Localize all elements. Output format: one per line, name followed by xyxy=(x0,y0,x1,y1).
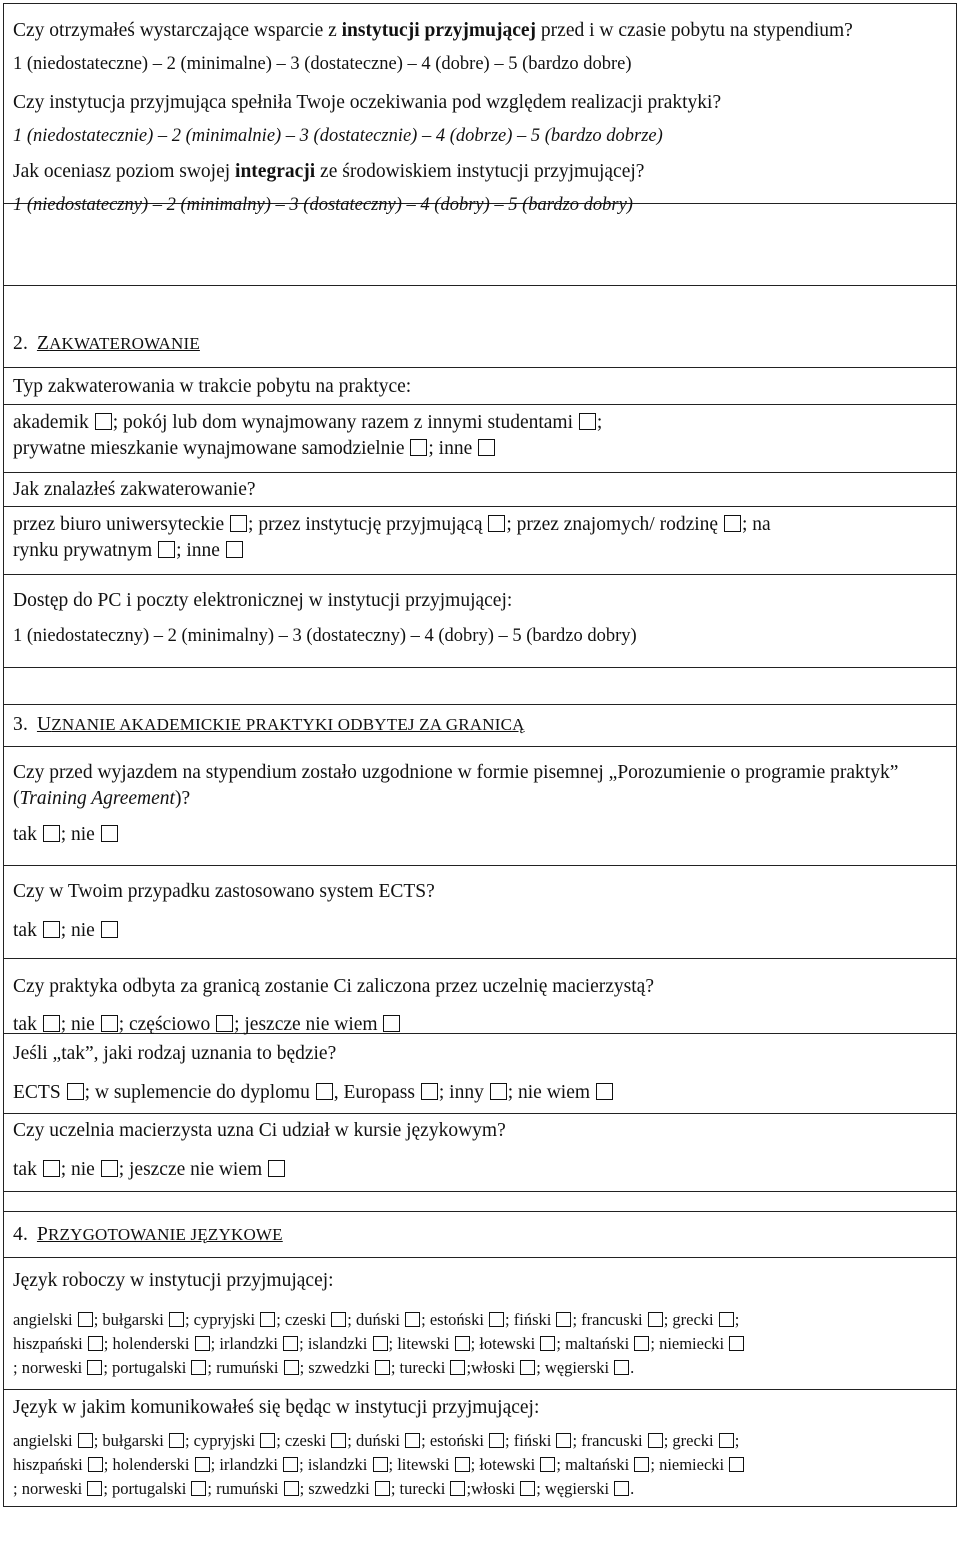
working-language-checkbox[interactable] xyxy=(195,1336,210,1351)
expectations-scale[interactable]: 1 (niedostatecznie) – 2 (minimalnie) – 3 (dostatecznie) – 4 (dobrze) – 5 (bardzo dobrze) xyxy=(13,126,663,146)
questionnaire-page xyxy=(3,3,957,1507)
language-label: ; estoński xyxy=(421,1310,484,1329)
language-label: ; niemiecki xyxy=(650,1455,725,1474)
language-label: . xyxy=(630,1358,635,1377)
language-line xyxy=(13,1356,947,1380)
credit-recognition-question: Czy praktyka odbyta za granicą zostanie Ci zaliczona przez uczelnię macierzystą? xyxy=(13,976,654,997)
language-label: ; łotewski xyxy=(470,1334,536,1353)
language-label: ; francuski xyxy=(572,1431,643,1450)
working-language-checkbox[interactable] xyxy=(719,1312,734,1327)
section-4-title: 4. PRZYGOTOWANIE JĘZYKOWE xyxy=(13,1224,283,1245)
language-label: ; łotewski xyxy=(470,1455,536,1474)
language-label: ; duński xyxy=(347,1431,400,1450)
language-course-question: Czy uczelnia macierzysta uzna Ci udział w kursie językowym? xyxy=(13,1120,506,1141)
section-4-header xyxy=(4,1212,956,1258)
communication-language-row xyxy=(4,1390,956,1506)
communication-language-checkbox[interactable] xyxy=(260,1433,275,1448)
accommodation-type-options: akademik ; pokój lub dom wynajmowany razem z innymi studentami ; prywatne mieszkanie wynajmowane samodzielnie ; inne xyxy=(4,405,956,473)
pc-access-row xyxy=(4,575,956,668)
working-language-checkbox[interactable] xyxy=(489,1312,504,1327)
find-accommodation-question: Jak znalazłeś zakwaterowanie? xyxy=(13,479,256,500)
recognition-type-row: Jeśli „tak”, jaki rodzaj uznania to będzie? ECTS ; w suplemencie do dyplomu , Europass ; inny ; nie wiem xyxy=(4,1034,956,1114)
communication-language-checkbox[interactable] xyxy=(169,1433,184,1448)
working-language-checkbox[interactable] xyxy=(373,1336,388,1351)
language-label: ; duński xyxy=(347,1310,400,1329)
language-label: ; islandzki xyxy=(299,1455,368,1474)
agreement-no-checkbox[interactable] xyxy=(101,825,118,842)
communication-language-checkbox[interactable] xyxy=(331,1433,346,1448)
communication-language-checkbox[interactable] xyxy=(520,1481,535,1496)
credit-no-checkbox[interactable] xyxy=(101,1015,118,1032)
working-language-checkbox[interactable] xyxy=(375,1360,390,1375)
language-label: angielski xyxy=(13,1431,73,1450)
language-label: ; szwedzki xyxy=(299,1358,370,1377)
accommodation-type-question-row xyxy=(4,368,956,405)
working-language-checkbox[interactable] xyxy=(260,1312,275,1327)
spacer-row xyxy=(4,1192,956,1212)
communication-language-checkbox[interactable] xyxy=(78,1433,93,1448)
course-yes-checkbox[interactable] xyxy=(43,1160,60,1177)
working-language-checkbox[interactable] xyxy=(634,1336,649,1351)
working-language-checkbox[interactable] xyxy=(88,1336,103,1351)
friends-family-checkbox[interactable] xyxy=(724,515,741,532)
language-label: ; litewski xyxy=(388,1334,450,1353)
communication-language-checkbox[interactable] xyxy=(719,1433,734,1448)
dorm-checkbox[interactable] xyxy=(95,413,112,430)
accommodation-type-question: Typ zakwaterowania w trakcie pobytu na praktyce: xyxy=(13,376,412,397)
ects-row: Czy w Twoim przypadku zastosowano system ECTS? tak ; nie xyxy=(4,866,956,959)
communication-language-checkbox[interactable] xyxy=(195,1457,210,1472)
spacer-row xyxy=(4,668,956,705)
communication-language-checkbox[interactable] xyxy=(283,1457,298,1472)
working-language-checkbox[interactable] xyxy=(169,1312,184,1327)
ects-yes-checkbox[interactable] xyxy=(43,921,60,938)
communication-language-question: Język w jakim komunikowałeś się będąc w instytucji przyjmującej: xyxy=(13,1397,540,1418)
recognition-supplement-checkbox[interactable] xyxy=(316,1083,333,1100)
credit-partial-checkbox[interactable] xyxy=(216,1015,233,1032)
language-label: ; szwedzki xyxy=(299,1479,370,1498)
private-rental-checkbox[interactable] xyxy=(410,439,427,456)
training-agreement-question: Czy przed wyjazdem na stypendium zostało uzgodnione w formie pisemnej „Porozumienie o programie praktyk” (Training Agreement)? xyxy=(13,762,899,809)
language-label: ; holenderski xyxy=(103,1334,190,1353)
pc-access-question: Dostęp do PC i poczty elektronicznej w instytucji przyjmującej: xyxy=(13,590,513,611)
language-label: ; holenderski xyxy=(103,1455,190,1474)
working-language-checkbox[interactable] xyxy=(405,1312,420,1327)
communication-language-checkbox[interactable] xyxy=(556,1433,571,1448)
language-label: ; francuski xyxy=(572,1310,643,1329)
language-label: ; grecki xyxy=(663,1431,714,1450)
working-language-question: Język roboczy w instytucji przyjmującej: xyxy=(13,1270,334,1291)
language-label: ; norweski xyxy=(13,1479,83,1498)
pc-access-scale[interactable]: 1 (niedostateczny) – 2 (minimalny) – 3 (dostateczny) – 4 (dobry) – 5 (bardzo dobry) xyxy=(13,626,637,646)
working-language-checkbox[interactable] xyxy=(614,1360,629,1375)
credit-recognition-row: Czy praktyka odbyta za granicą zostanie Ci zaliczona przez uczelnię macierzystą? tak ; nie ; częściowo ; jeszcze nie wiem xyxy=(4,959,956,1034)
training-agreement-row: Czy przed wyjazdem na stypendium zostało uzgodnione w formie pisemnej „Porozumienie o programie praktyk” (Training Agreement)? tak ; nie xyxy=(4,747,956,866)
private-market-checkbox[interactable] xyxy=(158,541,175,558)
language-label: ; islandzki xyxy=(299,1334,368,1353)
language-line xyxy=(13,1332,947,1356)
section-3-header xyxy=(4,705,956,747)
shared-rental-checkbox[interactable] xyxy=(579,413,596,430)
language-label: ; irlandzki xyxy=(210,1334,278,1353)
language-label: ; turecki xyxy=(390,1479,446,1498)
language-label: . xyxy=(630,1479,635,1498)
working-language-checkbox[interactable] xyxy=(87,1360,102,1375)
communication-language-checkbox[interactable] xyxy=(191,1481,206,1496)
ects-no-checkbox[interactable] xyxy=(101,921,118,938)
working-language-options xyxy=(13,1308,947,1380)
university-office-checkbox[interactable] xyxy=(230,515,247,532)
working-language-checkbox[interactable] xyxy=(191,1360,206,1375)
recognition-europass-checkbox[interactable] xyxy=(421,1083,438,1100)
recognition-type-question: Jeśli „tak”, jaki rodzaj uznania to będzie? xyxy=(13,1043,337,1064)
working-language-checkbox[interactable] xyxy=(283,1336,298,1351)
communication-language-checkbox[interactable] xyxy=(88,1457,103,1472)
language-label: ; rumuński xyxy=(207,1479,279,1498)
host-institution-checkbox[interactable] xyxy=(488,515,505,532)
communication-language-checkbox[interactable] xyxy=(648,1433,663,1448)
communication-language-checkbox[interactable] xyxy=(405,1433,420,1448)
communication-language-checkbox[interactable] xyxy=(729,1457,744,1472)
language-label: ; maltański xyxy=(556,1455,630,1474)
course-unknown-checkbox[interactable] xyxy=(268,1160,285,1177)
communication-language-checkbox[interactable] xyxy=(540,1457,555,1472)
working-language-checkbox[interactable] xyxy=(648,1312,663,1327)
language-label: ; fiński xyxy=(505,1431,552,1450)
language-label: ; cypryjski xyxy=(184,1431,256,1450)
working-language-checkbox[interactable] xyxy=(284,1360,299,1375)
working-language-checkbox[interactable] xyxy=(520,1360,535,1375)
communication-language-checkbox[interactable] xyxy=(373,1457,388,1472)
communication-language-options xyxy=(13,1429,947,1501)
integration-question: Jak oceniasz poziom swojej integracji ze środowiskiem instytucji przyjmującej? xyxy=(13,161,645,182)
language-label: ; estoński xyxy=(421,1431,484,1450)
language-label: angielski xyxy=(13,1310,73,1329)
language-label: ; xyxy=(734,1431,740,1450)
credit-yes-checkbox[interactable] xyxy=(43,1015,60,1032)
language-label: ; irlandzki xyxy=(210,1455,278,1474)
communication-language-checkbox[interactable] xyxy=(284,1481,299,1496)
working-language-checkbox[interactable] xyxy=(729,1336,744,1351)
spacer-row xyxy=(4,204,956,286)
working-language-checkbox[interactable] xyxy=(540,1336,555,1351)
language-label: ; grecki xyxy=(663,1310,714,1329)
language-line xyxy=(13,1477,947,1501)
language-label: ; węgierski xyxy=(536,1358,610,1377)
recognition-unknown-checkbox[interactable] xyxy=(596,1083,613,1100)
other-accommodation-checkbox[interactable] xyxy=(478,439,495,456)
language-label: ; czeski xyxy=(276,1431,327,1450)
working-language-checkbox[interactable] xyxy=(331,1312,346,1327)
integration-scale[interactable]: 1 (niedostateczny) – 2 (minimalny) – 3 (dostateczny) – 4 (dobry) – 5 (bardzo dobry) xyxy=(13,195,633,215)
language-label: ; xyxy=(734,1310,740,1329)
recognition-other-checkbox[interactable] xyxy=(490,1083,507,1100)
language-label: ;włoski xyxy=(466,1358,516,1377)
language-label: ; czeski xyxy=(276,1310,327,1329)
language-line xyxy=(13,1308,947,1332)
language-label: ; niemiecki xyxy=(650,1334,725,1353)
language-line xyxy=(13,1453,947,1477)
communication-language-checkbox[interactable] xyxy=(455,1457,470,1472)
course-no-checkbox[interactable] xyxy=(101,1160,118,1177)
section-3-title: 3. UZNANIE AKADEMICKIE PRAKTYKI ODBYTEJ ZA GRANICĄ xyxy=(13,714,525,735)
support-scale[interactable]: 1 (niedostateczne) – 2 (minimalne) – 3 (dostateczne) – 4 (dobre) – 5 (bardzo dobre) xyxy=(13,54,632,74)
language-course-row: Czy uczelnia macierzysta uzna Ci udział w kursie językowym? tak ; nie ; jeszcze nie wiem xyxy=(4,1114,956,1192)
language-label: ; portugalski xyxy=(103,1358,187,1377)
section-2-header xyxy=(4,286,956,368)
language-label: ; rumuński xyxy=(207,1358,279,1377)
ects-question: Czy w Twoim przypadku zastosowano system ECTS? xyxy=(13,881,435,902)
support-question: Czy otrzymałeś wystarczające wsparcie z instytucji przyjmującej przed i w czasie pobytu na stypendium? xyxy=(13,20,853,41)
other-source-checkbox[interactable] xyxy=(226,541,243,558)
section-2-title: 2. ZAKWATEROWANIE xyxy=(13,333,200,354)
language-label: ; portugalski xyxy=(103,1479,187,1498)
language-label: ; cypryjski xyxy=(184,1310,256,1329)
language-label: ; turecki xyxy=(390,1358,446,1377)
satisfaction-section xyxy=(4,4,956,215)
working-language-checkbox[interactable] xyxy=(556,1312,571,1327)
working-language-row xyxy=(4,1258,956,1390)
working-language-checkbox[interactable] xyxy=(455,1336,470,1351)
working-language-checkbox[interactable] xyxy=(450,1360,465,1375)
language-line xyxy=(13,1429,947,1453)
language-label: hiszpański xyxy=(13,1334,83,1353)
language-label: ; bułgarski xyxy=(93,1310,164,1329)
communication-language-checkbox[interactable] xyxy=(450,1481,465,1496)
communication-language-checkbox[interactable] xyxy=(489,1433,504,1448)
communication-language-checkbox[interactable] xyxy=(375,1481,390,1496)
language-label: ;włoski xyxy=(466,1479,516,1498)
find-accommodation-options: przez biuro uniwersyteckie ; przez instytucję przyjmującą ; przez znajomych/ rodzinę ; na rynku prywatnym ; inne xyxy=(4,507,956,575)
language-label: ; węgierski xyxy=(536,1479,610,1498)
credit-unknown-checkbox[interactable] xyxy=(383,1015,400,1032)
language-label: ; maltański xyxy=(556,1334,630,1353)
communication-language-checkbox[interactable] xyxy=(87,1481,102,1496)
language-label: ; litewski xyxy=(388,1455,450,1474)
recognition-ects-checkbox[interactable] xyxy=(67,1083,84,1100)
agreement-yes-checkbox[interactable] xyxy=(43,825,60,842)
communication-language-checkbox[interactable] xyxy=(634,1457,649,1472)
language-label: ; fiński xyxy=(505,1310,552,1329)
working-language-checkbox[interactable] xyxy=(78,1312,93,1327)
find-accommodation-question-row xyxy=(4,473,956,507)
language-label: ; bułgarski xyxy=(93,1431,164,1450)
language-label: hiszpański xyxy=(13,1455,83,1474)
expectations-question: Czy instytucja przyjmująca spełniła Twoje oczekiwania pod względem realizacji praktyki? xyxy=(13,92,722,113)
language-label: ; norweski xyxy=(13,1358,83,1377)
communication-language-checkbox[interactable] xyxy=(614,1481,629,1496)
